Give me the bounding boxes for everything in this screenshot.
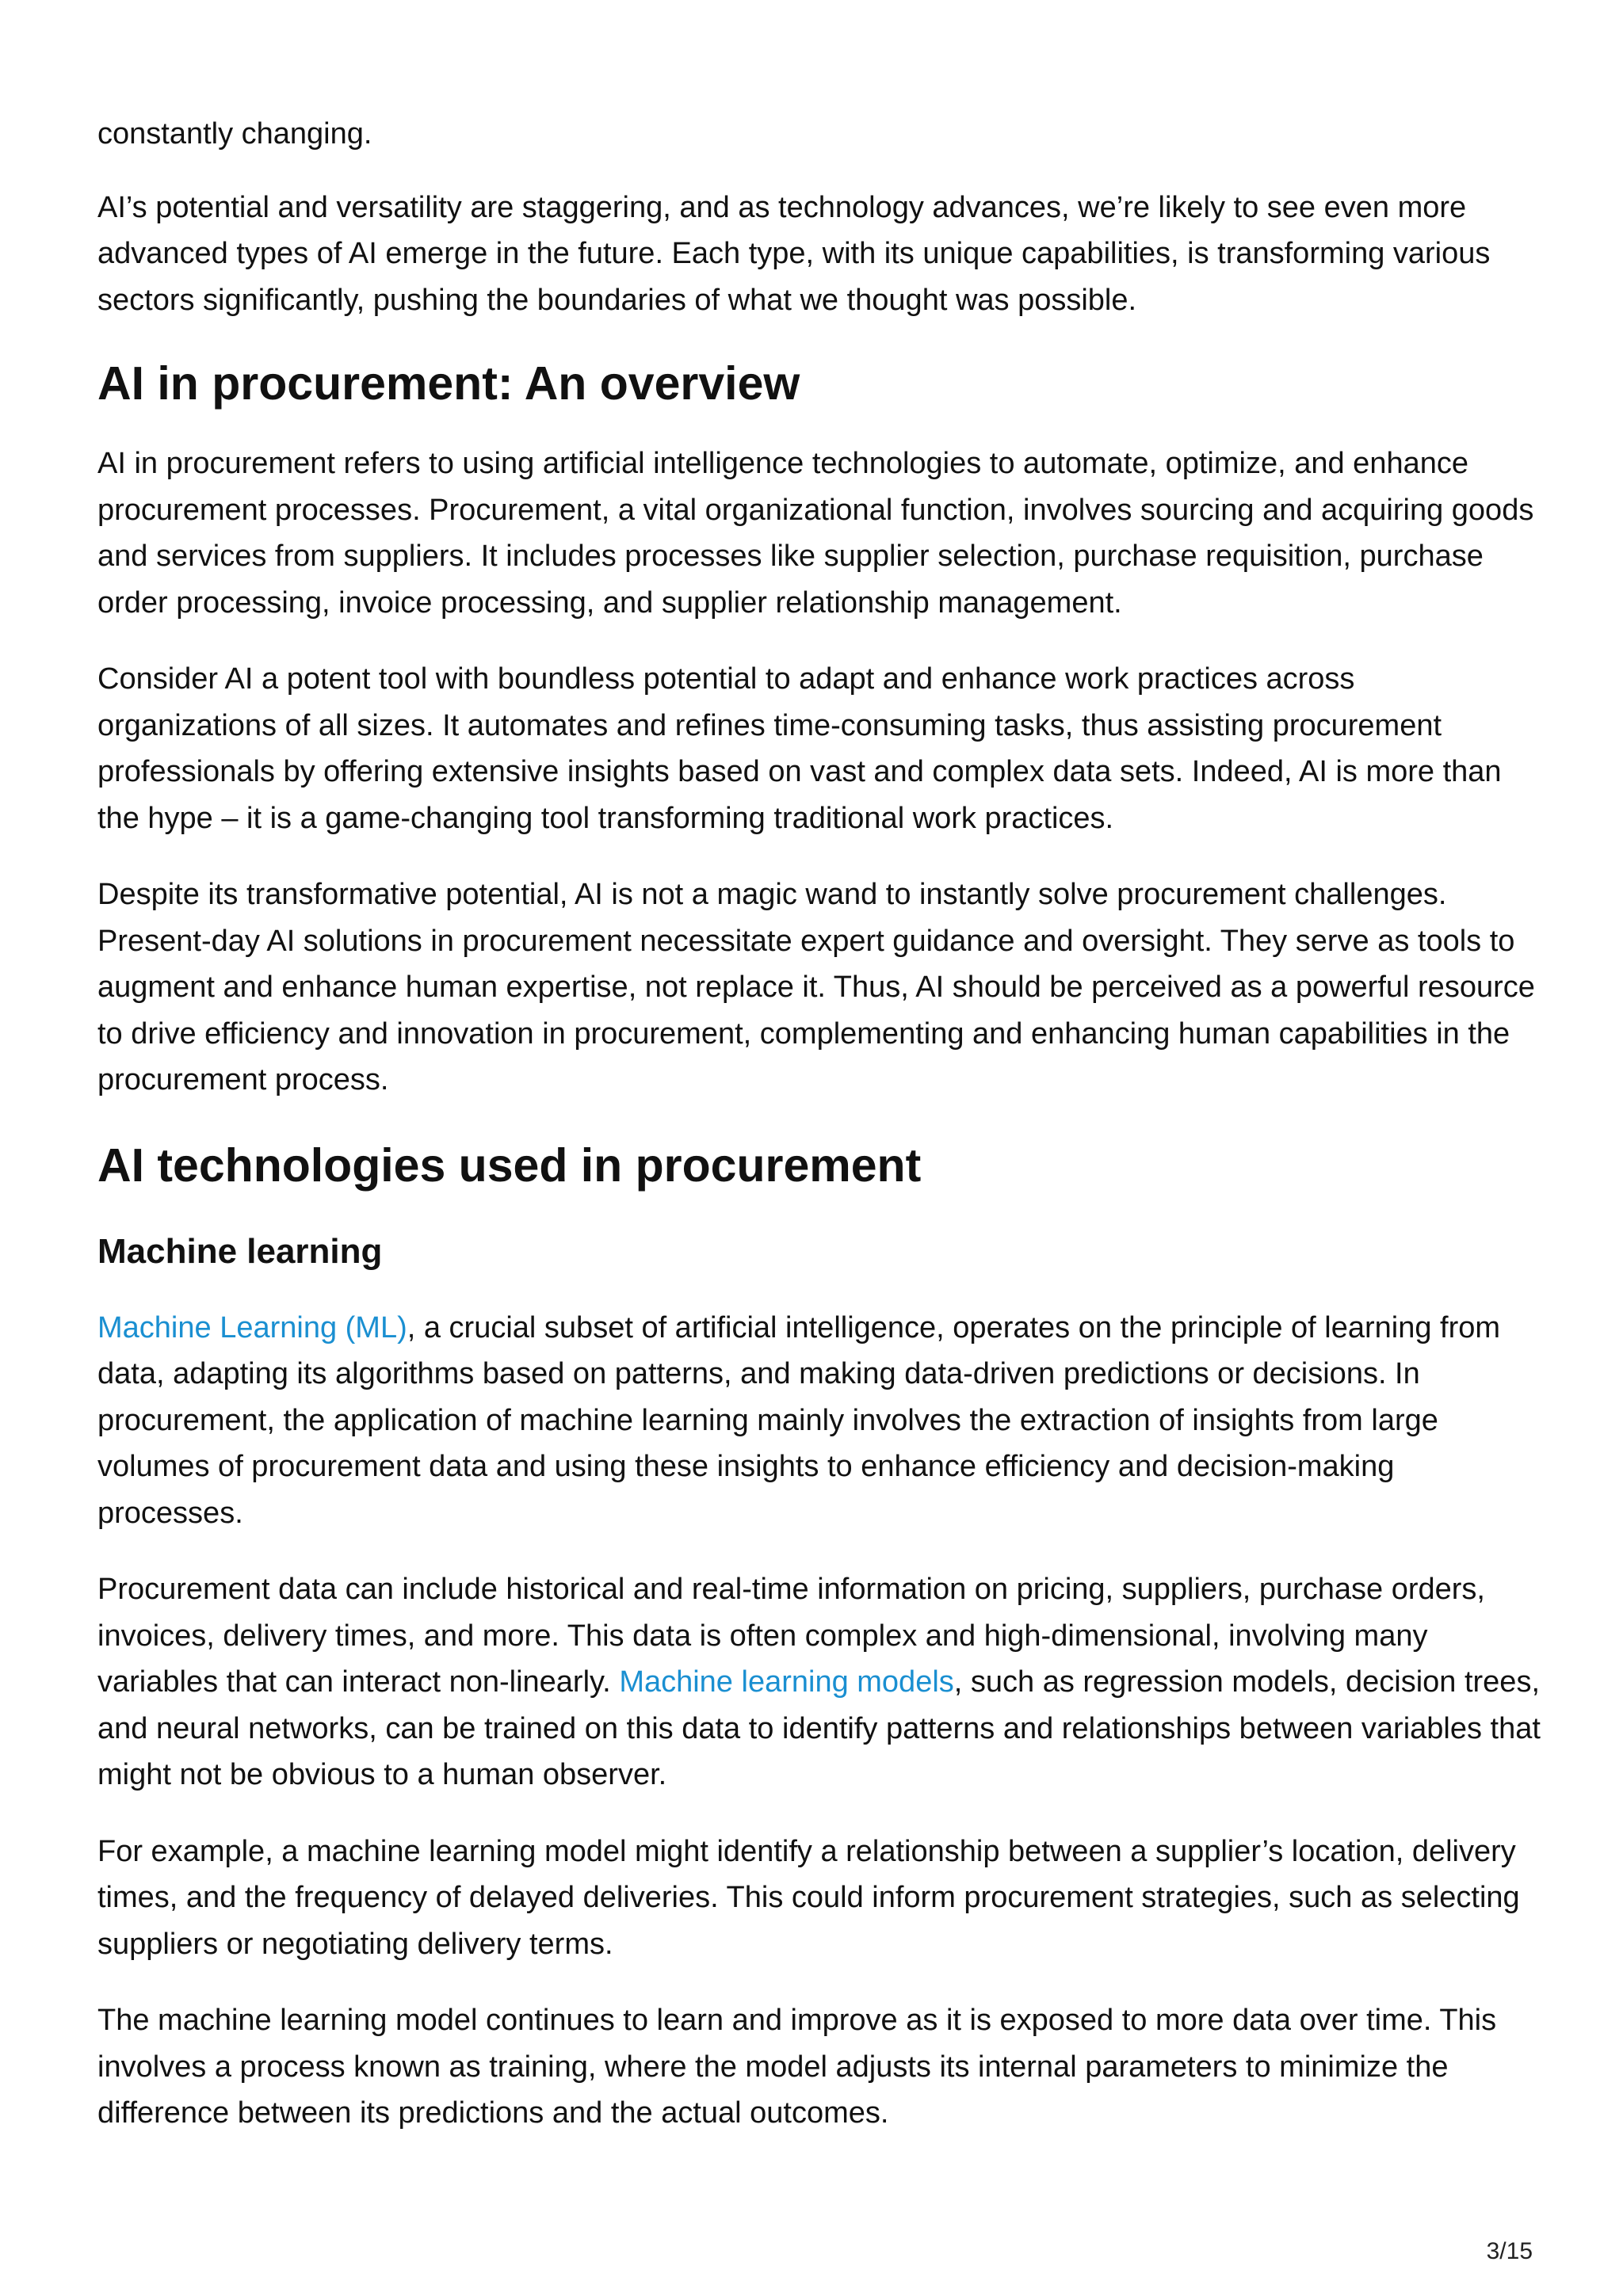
section-heading-overview: AI in procurement: An overview — [97, 357, 800, 410]
ml-paragraph-1 — [97, 1305, 1541, 1537]
ml-paragraph-1-text: , a crucial subset of artificial intelligence, operates on the principle of learning from data, adapting its algorithms based on patterns, and making data-driven predictions or decisions. In procurement, the application of machine learning mainly involves the extraction of insights from large volumes of procurement data and using these insights to enhance efficiency and decision-making processes. — [97, 1310, 1501, 1530]
section-heading-technologies: AI technologies used in procurement — [97, 1138, 922, 1192]
intro-paragraph: AI’s potential and versatility are staggering, and as technology advances, we’re likely to see even more advanced types of AI emerge in the future. Each type, with its unique capabilities, is transforming various sectors significantly, pushing the boundaries of what we thought was possible. — [97, 190, 1491, 317]
ml-paragraph-2-text-start: Procurement data can include historical and real-time information on pricing, suppliers, purchase orders, invoices, delivery times, and more. This data is often complex and high-dimensional, involving many variables that can interact non-linearly. — [97, 1573, 1485, 1699]
overview-paragraph-1: AI in procurement refers to using artificial intelligence technologies to automate, optimize, and enhance procurement processes. Procurement, a vital organizational function, involves sourcing and acquiring goods and services from suppliers. It includes processes like supplier selection, purchase requisition, purchase order processing, invoice processing, and supplier relationship management. — [97, 447, 1534, 620]
overview-paragraph-3: Despite its transformative potential, AI is not a magic wand to instantly solve procurement challenges. Present-day AI solutions in procurement necessitate expert guidance and oversight. They serve as tools to augment and enhance human expertise, not replace it. Thus, AI should be perceived as a powerful resource to drive efficiency and innovation in procurement, complementing and enhancing human capabilities in the procurement process. — [97, 878, 1535, 1097]
ml-paragraph-3: For example, a machine learning model might identify a relationship between a supplier’s location, delivery times, and the frequency of delayed deliveries. This could inform procurement strategies, such as selecting suppliers or negotiating delivery terms. — [97, 1834, 1520, 1961]
page-number: 3/15 — [1486, 2238, 1533, 2264]
ml-paragraph-4: The machine learning model continues to learn and improve as it is exposed to more data over time. This involves a process known as training, where the model adjusts its internal parameters to minimize the difference between its predictions and the actual outcomes. — [97, 2004, 1497, 2130]
document-page — [97, 111, 1541, 2137]
subsection-heading-machine-learning: Machine learning — [97, 1231, 383, 1271]
machine-learning-link[interactable]: Machine Learning (ML) — [97, 1310, 407, 1344]
intro-paragraph-continued: constantly changing. — [97, 117, 372, 151]
overview-paragraph-2: Consider AI a potent tool with boundless potential to adapt and enhance work practices across organizations of all sizes. It automates and refines time-consuming tasks, thus assisting procurement professionals by offering extensive insights based on vast and complex data sets. Indeed, AI is more than the hype – it is a game-changing tool transforming traditional work practices. — [97, 662, 1502, 835]
machine-learning-models-link[interactable]: Machine learning models — [619, 1665, 954, 1699]
ml-paragraph-2 — [97, 1566, 1541, 1798]
ml-paragraph-2-text-end: , such as regression models, decision trees, and neural networks, can be trained on this data to identify patterns and relationships between variables that might not be obvious to a human observer. — [97, 1665, 1541, 1791]
